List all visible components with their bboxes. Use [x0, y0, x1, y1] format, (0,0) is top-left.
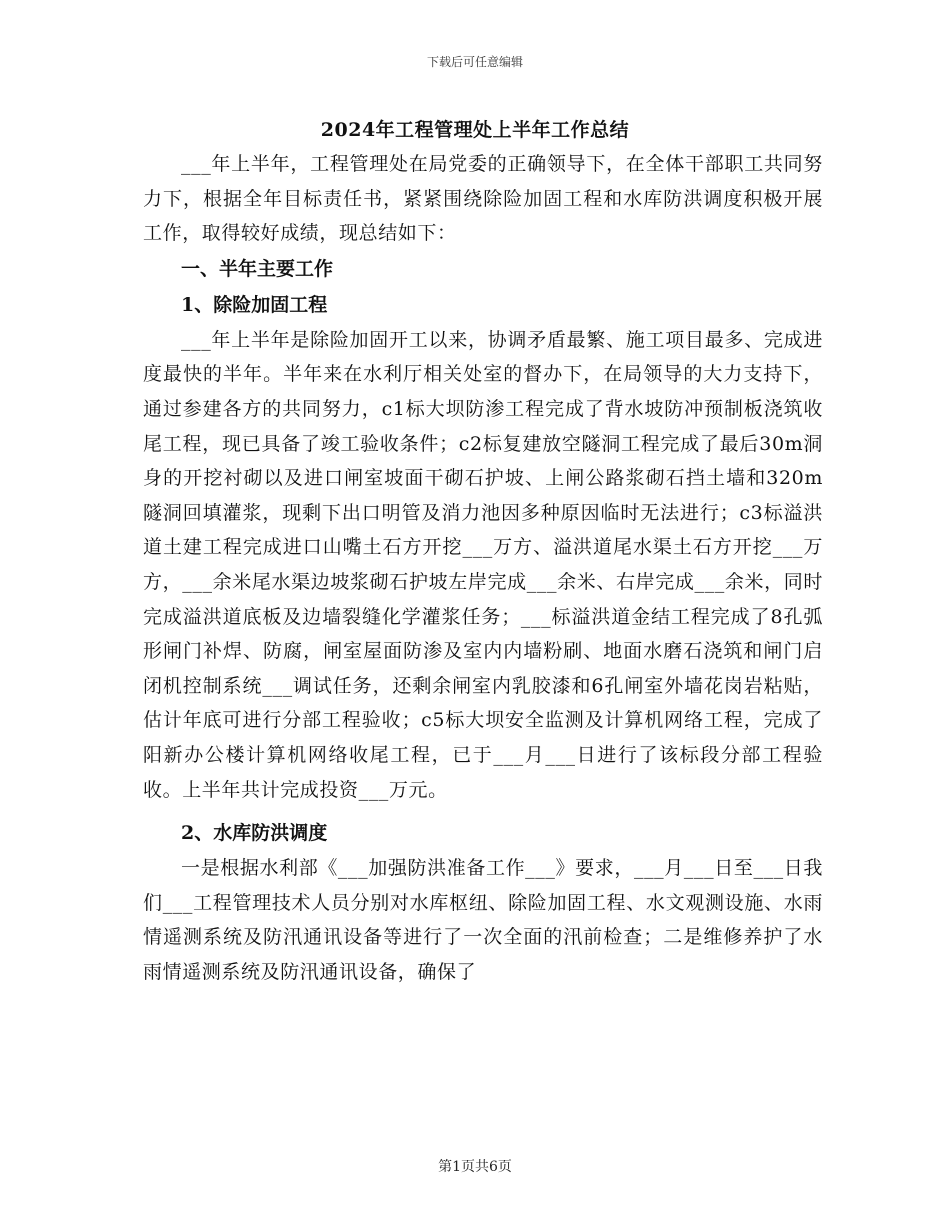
subsection-2-paragraph: 一是根据水利部《___加强防洪准备工作___》要求，___月___日至___日我们___工程管理技术人员分别对水库枢纽、除险加固工程、水文观测设施、水雨情遥测系统及防汛通讯设备等进行了一次全面的汛前检查；二是维修养护了水雨情遥测系统及防汛通讯设备，确保了: [143, 857, 823, 983]
intro-paragraph: ___年上半年，工程管理处在局党委的正确领导下，在全体干部职工共同努力下，根据全年目标责任书，紧紧围绕除险加固工程和水库防洪调度积极开展工作，取得较好成绩，现总结如下：: [143, 153, 823, 245]
subsection-1-paragraph: ___年上半年是除险加固开工以来，协调矛盾最繁、施工项目最多、完成进度最快的半年。半年来在水利厅相关处室的督办下，在局领导的大力支持下，通过参建各方的共同努力，c1标大坝防渗工程完成了背水坡防冲预制板浇筑收尾工程，现已具备了竣工验收条件；c2标复建放空隧洞工程完成了最后30m洞身的开挖衬砌以及进口闸室坡面干砌石护坡、上闸公路浆砌石挡土墙和320m隧洞回填灌浆，现剩下出口明管及消力池因多种原因临时无法进行；c3标溢洪道土建工程完成进口山嘴土石方开挖___万方、溢洪道尾水渠土石方开挖___万方，___余米尾水渠边坡浆砌石护坡左岸完成___余米、右岸完成___余米，同时完成溢洪道底板及边墙裂缝化学灌浆任务；___标溢洪道金结工程完成了8孔弧形闸门补焊、防腐，闸室屋面防渗及室内内墙粉刷、地面水磨石浇筑和闸门启闭机控制系统___调试任务，还剩余闸室内乳胶漆和6孔闸室外墙花岗岩粘贴，估计年底可进行分部工程验收；c5标大坝安全监测及计算机网络工程，完成了阳新办公楼计算机网络收尾工程，已于___月___日进行了该标段分部工程验收。上半年共计完成投资___万元。: [143, 328, 823, 801]
document-body: [143, 147, 823, 989]
paragraph-gap: [143, 807, 823, 815]
document-title: 2024年工程管理处上半年工作总结: [320, 119, 630, 141]
subsection-heading-2: 2、水库防洪调度: [181, 822, 328, 845]
subsection-heading-1: 1、除险加固工程: [181, 293, 328, 316]
section-heading-1: 一、半年主要工作: [181, 257, 334, 280]
header-note: 下载后可任意编辑: [426, 55, 523, 69]
page-footer: 第1页共6页: [438, 1159, 512, 1175]
